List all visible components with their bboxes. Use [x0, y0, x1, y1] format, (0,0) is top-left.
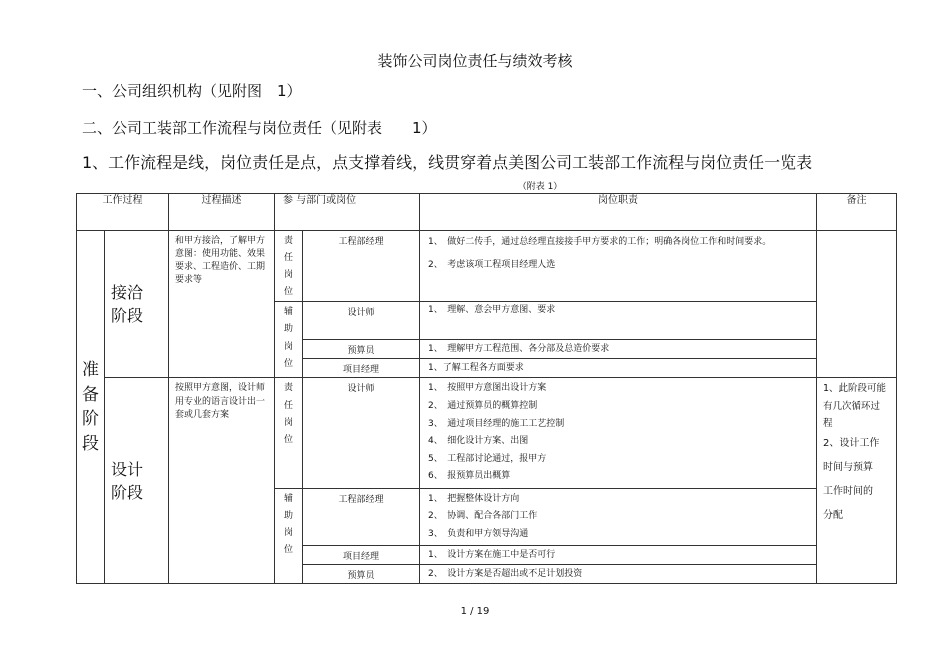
duty-list: 1、 做好二传手，通过总经理直接接手甲方要求的工作；明确各岗位工作和时间要求。 2、 考虑该项工程项目经理人选: [420, 231, 817, 302]
heading-workflow: 二、公司工装部工作流程与岗位责任（见附表 1）: [82, 119, 437, 137]
phase-cell: 准 备 阶 段: [77, 231, 105, 584]
role-name: 设计师: [303, 378, 420, 488]
role-name: 预算员: [303, 565, 420, 584]
page-number: 1 / 19: [460, 606, 490, 617]
heading-org: 一、公司组织机构（见附图 1）: [82, 82, 302, 100]
header-process: 工作过程: [77, 194, 169, 231]
auxiliary-label: 辅 助 岗 位: [275, 488, 303, 584]
table-row: [77, 378, 897, 488]
header-dept: 参 与部门或岗位: [275, 194, 420, 231]
table-row: [77, 231, 897, 302]
role-name: 项目经理: [303, 546, 420, 565]
duty-list: 2、 设计方案是否超出或不足计划投资: [420, 565, 817, 584]
role-name: 工程部经理: [303, 231, 420, 302]
stage-description: 和甲方接洽，了解甲方意图：使用功能、效果要求、工程造价、工期要求等: [169, 231, 275, 378]
heading-overview: 1、工作流程是线，岗位责任是点，点支撑着线，线贯穿着点美图公司工装部工作流程与岗位责任一览表: [82, 153, 813, 172]
stage-description: 按照甲方意图，设计师用专业的语言设计出一套或几套方案: [169, 378, 275, 584]
note-cell: [817, 231, 897, 378]
stage-name: 设计 阶段: [105, 378, 169, 584]
header-duties: 岗位职责: [420, 194, 817, 231]
role-name: 项目经理: [303, 359, 420, 378]
duty-list: 1、 按照甲方意图出设计方案 2、 通过预算员的概算控制 3、 通过项目经理的施工工艺控制 4、 细化设计方案、出图 5、 工程部讨论通过，报甲方 6、 报预算员出概算: [420, 378, 817, 488]
duty-list: 1、 理解、意会甲方意图、要求: [420, 302, 817, 340]
duty-list: 1、 把握整体设计方向 2、 协调、配合各部门工作 3、 负责和甲方领导沟通: [420, 488, 817, 546]
table-header-row: [77, 194, 897, 231]
header-description: 过程描述: [169, 194, 275, 231]
duty-list: 1、 理解甲方工程范围、各分部及总造价要求: [420, 340, 817, 359]
stage-name: 接洽 阶段: [105, 231, 169, 378]
note-cell: 1、此阶段可能 有几次循环过 程 2、设计工作 时间与预算 工作时间的 分配: [817, 378, 897, 584]
role-name: 预算员: [303, 340, 420, 359]
role-name: 工程部经理: [303, 488, 420, 546]
responsible-label: 责 任 岗 位: [275, 378, 303, 488]
doc-title: 装饰公司岗位责任与绩效考核: [377, 52, 573, 70]
header-notes: 备注: [817, 194, 897, 231]
duty-list: 1、 设计方案在施工中是否可行: [420, 546, 817, 565]
responsible-label: 责 任 岗 位: [275, 231, 303, 302]
responsibility-table: [76, 193, 897, 584]
role-name: 设计师: [303, 302, 420, 340]
table-caption: （附表 1）: [517, 182, 563, 192]
duty-list: 1、了解工程各方面要求: [420, 359, 817, 378]
auxiliary-label: 辅 助 岗 位: [275, 302, 303, 378]
